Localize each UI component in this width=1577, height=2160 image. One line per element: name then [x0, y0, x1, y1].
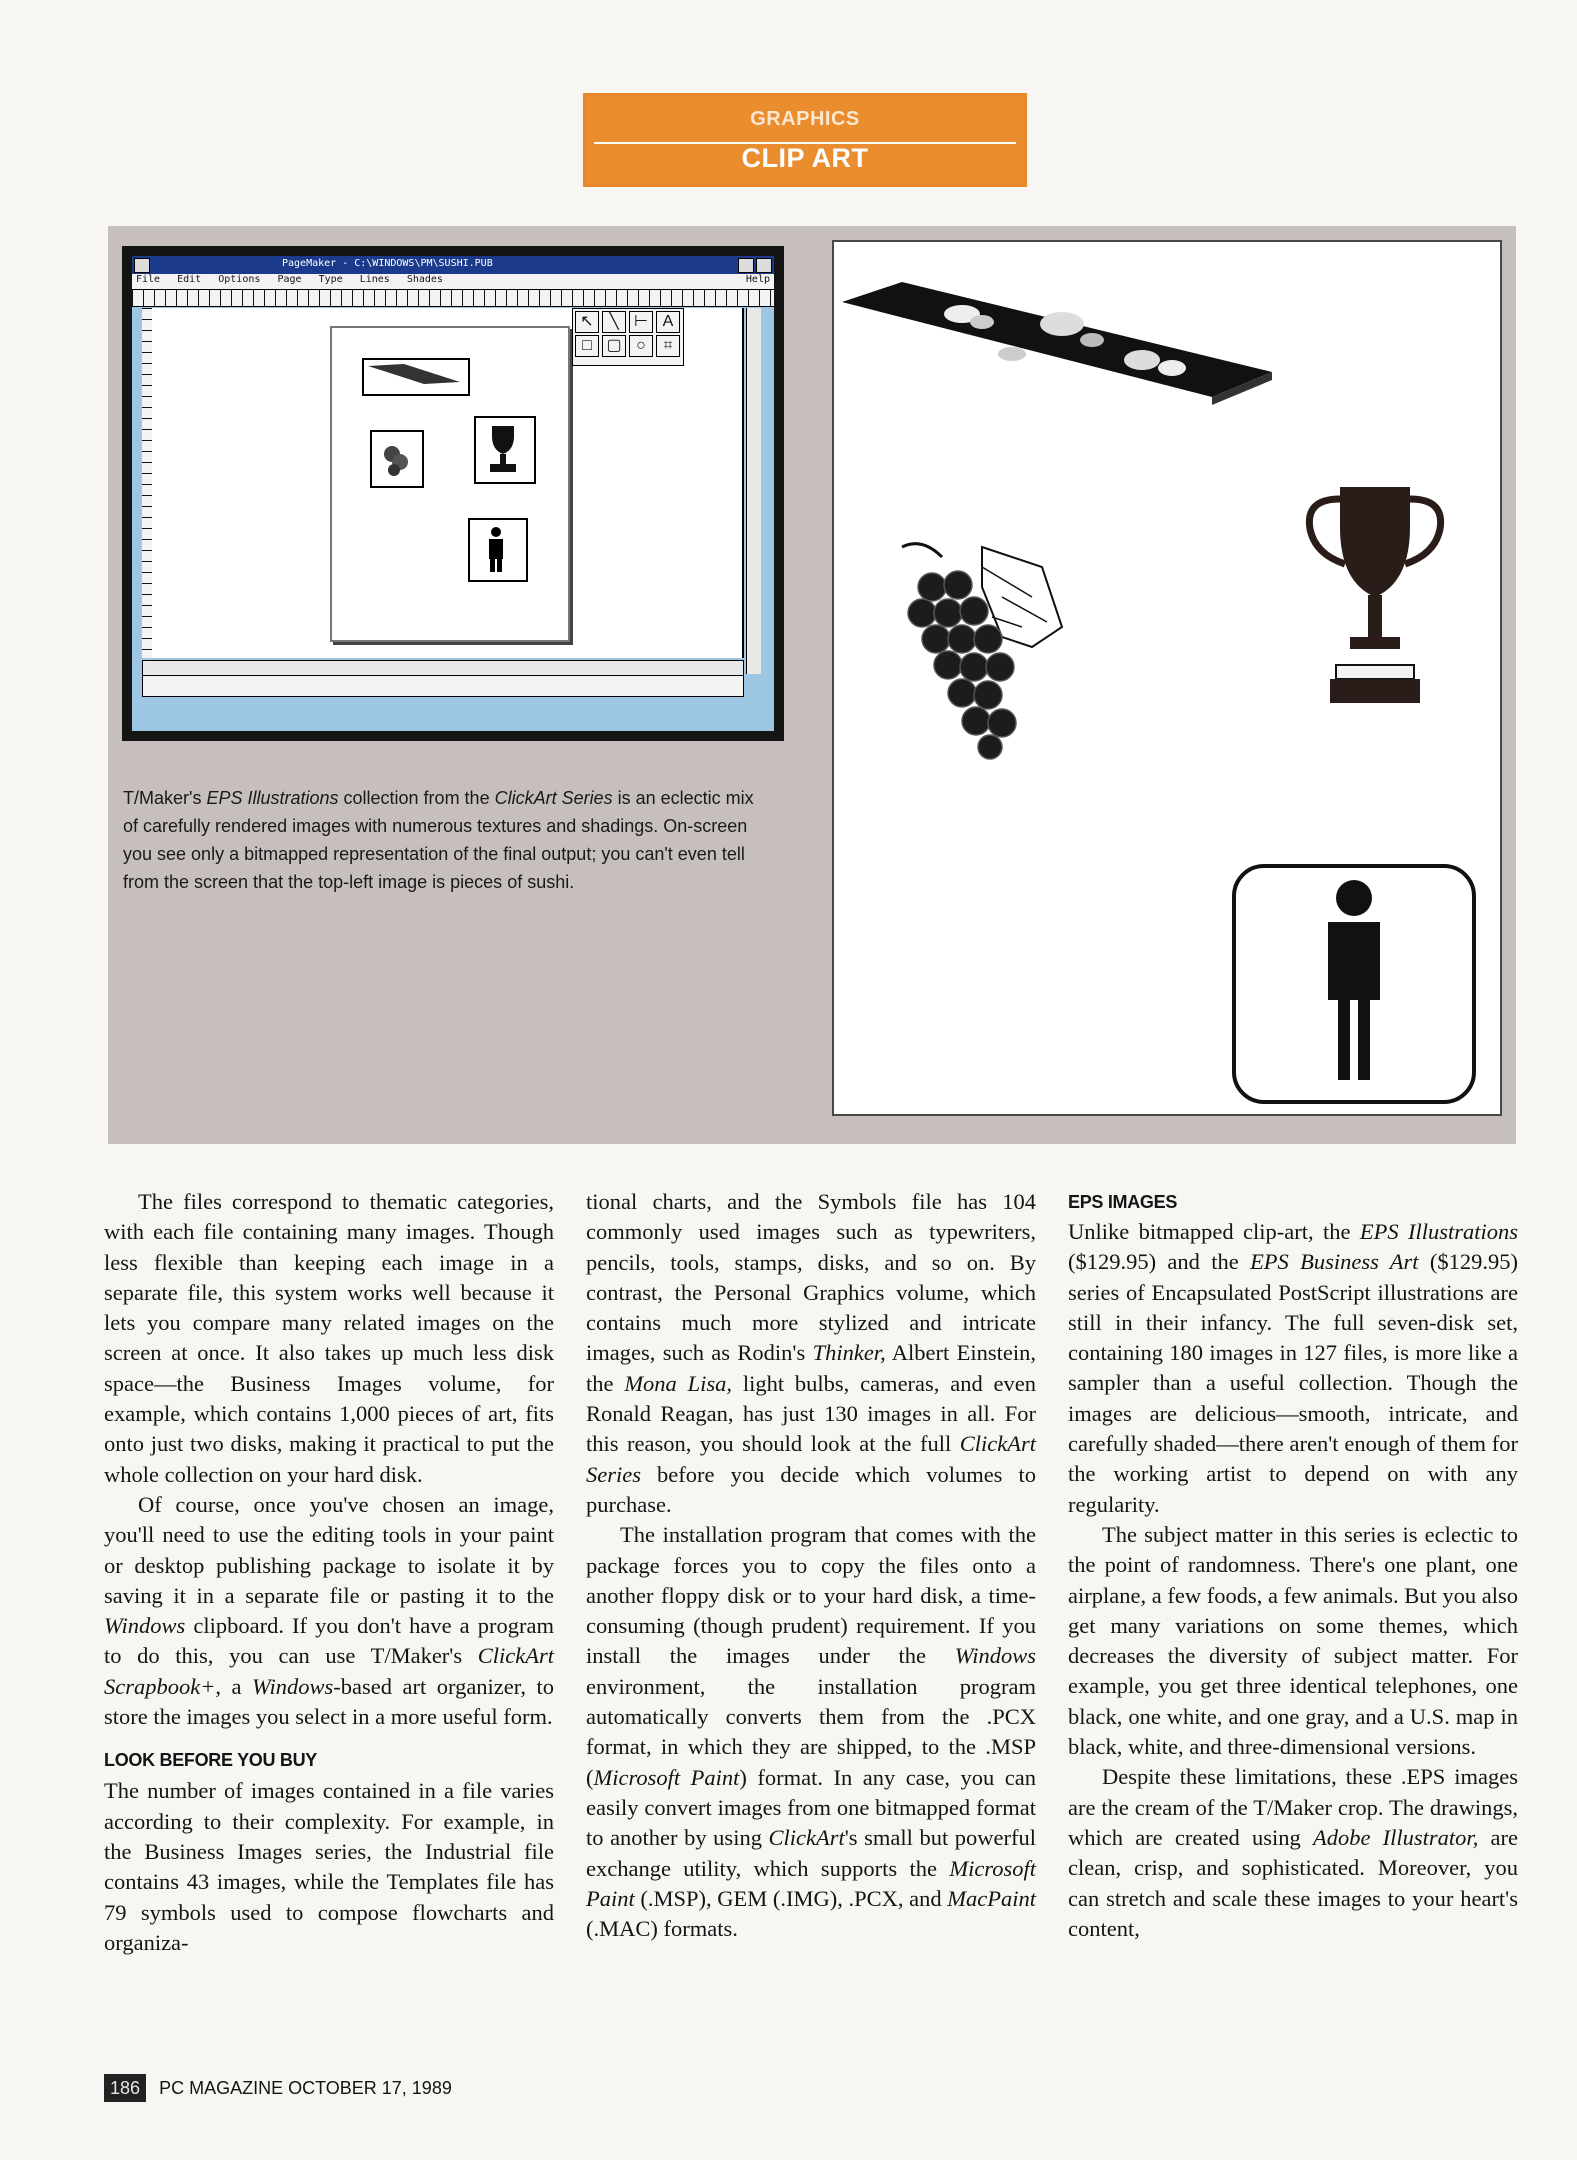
menu-file: File	[136, 274, 161, 285]
system-menu-icon	[134, 258, 150, 273]
pasteboard	[142, 308, 744, 658]
paragraph: Unlike bitmapped clip-art, the EPS Illustrations ($129.95) and the EPS Business Art ($129.95) series of Encapsulated PostScript illustrations are still in their infancy. The full seven-disk set, containing 180 images in 127 files, is more like a sampler than a useful collection. Though the images are delicious—smooth, intricate, and carefully shaded—there aren't enough of them for the working artist to depend on with any regularity.	[1068, 1219, 1518, 1517]
horizontal-ruler	[132, 290, 774, 307]
body-column-2	[586, 1187, 1036, 1944]
section-heading: EPS IMAGES	[1068, 1192, 1178, 1212]
line-tool-icon: ╲	[602, 311, 626, 333]
window-title: PageMaker - C:\WINDOWS\PM\SUSHI.PUB	[282, 258, 493, 269]
menu-type: Type	[318, 274, 343, 285]
page-footer	[104, 2074, 452, 2102]
sushi-platter-icon	[842, 262, 1282, 412]
pagemaker-screenshot	[122, 246, 784, 741]
body-column-1	[104, 1187, 554, 1958]
page-number: 186	[104, 2074, 146, 2102]
pagemaker-window	[132, 256, 774, 731]
menu-help: Help	[745, 274, 770, 285]
subsection-label: CLIP ART	[741, 143, 869, 173]
body-column-3	[1068, 1187, 1518, 1944]
menu-edit: Edit	[177, 274, 202, 285]
crop-tool-icon: ⌗	[656, 335, 680, 357]
menu-lines: Lines	[359, 274, 390, 285]
paragraph: The files correspond to thematic categories, with each file containing many images. Though less flexible than keeping each image in a separate file, this system works well because it lets you compare many related images on the screen at once. It also takes up much less disk space—the Business Images volume, for example, which contains 1,000 pieces of art, fits onto just two disks, making it practical to put the whole collection on your hard disk.	[104, 1189, 554, 1487]
paragraph: tional charts, and the Symbols file has 104 commonly used images such as typewriters, pencils, tools, stamps, disks, and so on. By contrast, the Personal Graphics volume, which contains much more stylized and intricate images, such as Rodin's Thinker, Albert Einstein, the Mona Lisa, light bulbs, cameras, and even Ronald Reagan, has just 130 images in all. For this reason, you should look at the full ClickArt Series before you decide which volumes to purchase.	[586, 1189, 1036, 1517]
restroom-man-icon	[1230, 862, 1478, 1106]
section-heading: LOOK BEFORE YOU BUY	[104, 1750, 317, 1771]
minimize-icon	[738, 258, 754, 273]
page-icons-bar	[142, 675, 744, 697]
rounded-rect-tool-icon: ▢	[602, 335, 626, 357]
vertical-ruler	[142, 308, 152, 658]
clip-art-samples	[832, 240, 1502, 1116]
window-titlebar	[132, 256, 774, 274]
paragraph: Of course, once you've chosen an image, you'll need to use the editing tools in your paint or desktop publishing package to isolate it by saving it in a separate file or pasting it to the Windows clipboard. If you don't have a program to do this, you can use T/Maker's ClickArt Scrapbook+, a Windows-based art organizer, to store the images you select in a more useful form.	[104, 1491, 554, 1730]
text-tool-icon: A	[656, 311, 680, 333]
menu-shades: Shades	[406, 274, 443, 285]
page-preview	[330, 326, 570, 642]
paragraph: The installation program that comes with the package forces you to copy the files onto a another floppy disk or to your hard disk, a time-consuming (though prudent) requirement. If you install the images under the Windows environment, the installation program automatically converts them from the .PCX format, in which they are shipped, to the .MSP (Microsoft Paint) format. In any case, you can easily convert images from one bitmapped format to another by using ClickArt's small but powerful exchange utility, which supports the Microsoft Paint (.MSP), GEM (.IMG), .PCX, and MacPaint (.MAC) formats.	[586, 1522, 1036, 1942]
paragraph: Despite these limitations, these .EPS images are the cream of the T/Maker crop. The drawings, which are created using Adobe Illustrator, are clean, crisp, and sophisticated. Moreover, you can stretch and scale these images to your heart's content,	[1068, 1764, 1518, 1941]
perpendicular-tool-icon: ⊢	[629, 311, 653, 333]
pointer-tool-icon: ↖	[575, 311, 599, 333]
grapes-thumbnail	[370, 430, 424, 488]
badge-divider	[594, 142, 1016, 144]
section-badge	[583, 93, 1027, 187]
trophy-thumbnail	[474, 416, 536, 484]
section-label: GRAPHICS	[750, 108, 860, 130]
maximize-icon	[756, 258, 772, 273]
menu-options: Options	[218, 274, 261, 285]
man-sign-thumbnail	[468, 518, 528, 582]
window-menubar	[132, 274, 774, 290]
paragraph: The subject matter in this series is eclectic to the point of randomness. There's one plant, one airplane, a few foods, a few animals. But you also get many variations on some themes, which decreases the diversity of subject matter. For example, you get three identical telephones, one black, one white, and one gray, and a U.S. map in black, white, and three-dimensional versions.	[1068, 1521, 1518, 1760]
oval-tool-icon: ○	[629, 335, 653, 357]
figure-caption: T/Maker's EPS Illustrations collection from the ClickArt Series is an eclectic mix of carefully rendered images with numerous textures and shadings. On-screen you see only a bitmapped representation of the final output; you can't even tell from the screen that the top-left image is pieces of sushi.	[123, 788, 754, 892]
menu-page: Page	[277, 274, 302, 285]
pagemaker-toolbox	[572, 308, 684, 366]
sushi-thumbnail	[362, 358, 470, 396]
issue-date: OCTOBER 17, 1989	[288, 2078, 452, 2098]
trophy-icon	[1300, 477, 1450, 727]
rectangle-tool-icon: □	[575, 335, 599, 357]
grapes-icon	[882, 527, 1082, 767]
publication-name: PC MAGAZINE	[159, 2078, 284, 2098]
horizontal-scrollbar	[142, 660, 744, 676]
vertical-scrollbar	[746, 308, 761, 674]
paragraph: The number of images contained in a file varies according to their complexity. For example, in the Business Images series, the Industrial file contains 43 images, while the Templates file has 79 symbols used to compose flowcharts and organiza-	[104, 1778, 554, 1955]
